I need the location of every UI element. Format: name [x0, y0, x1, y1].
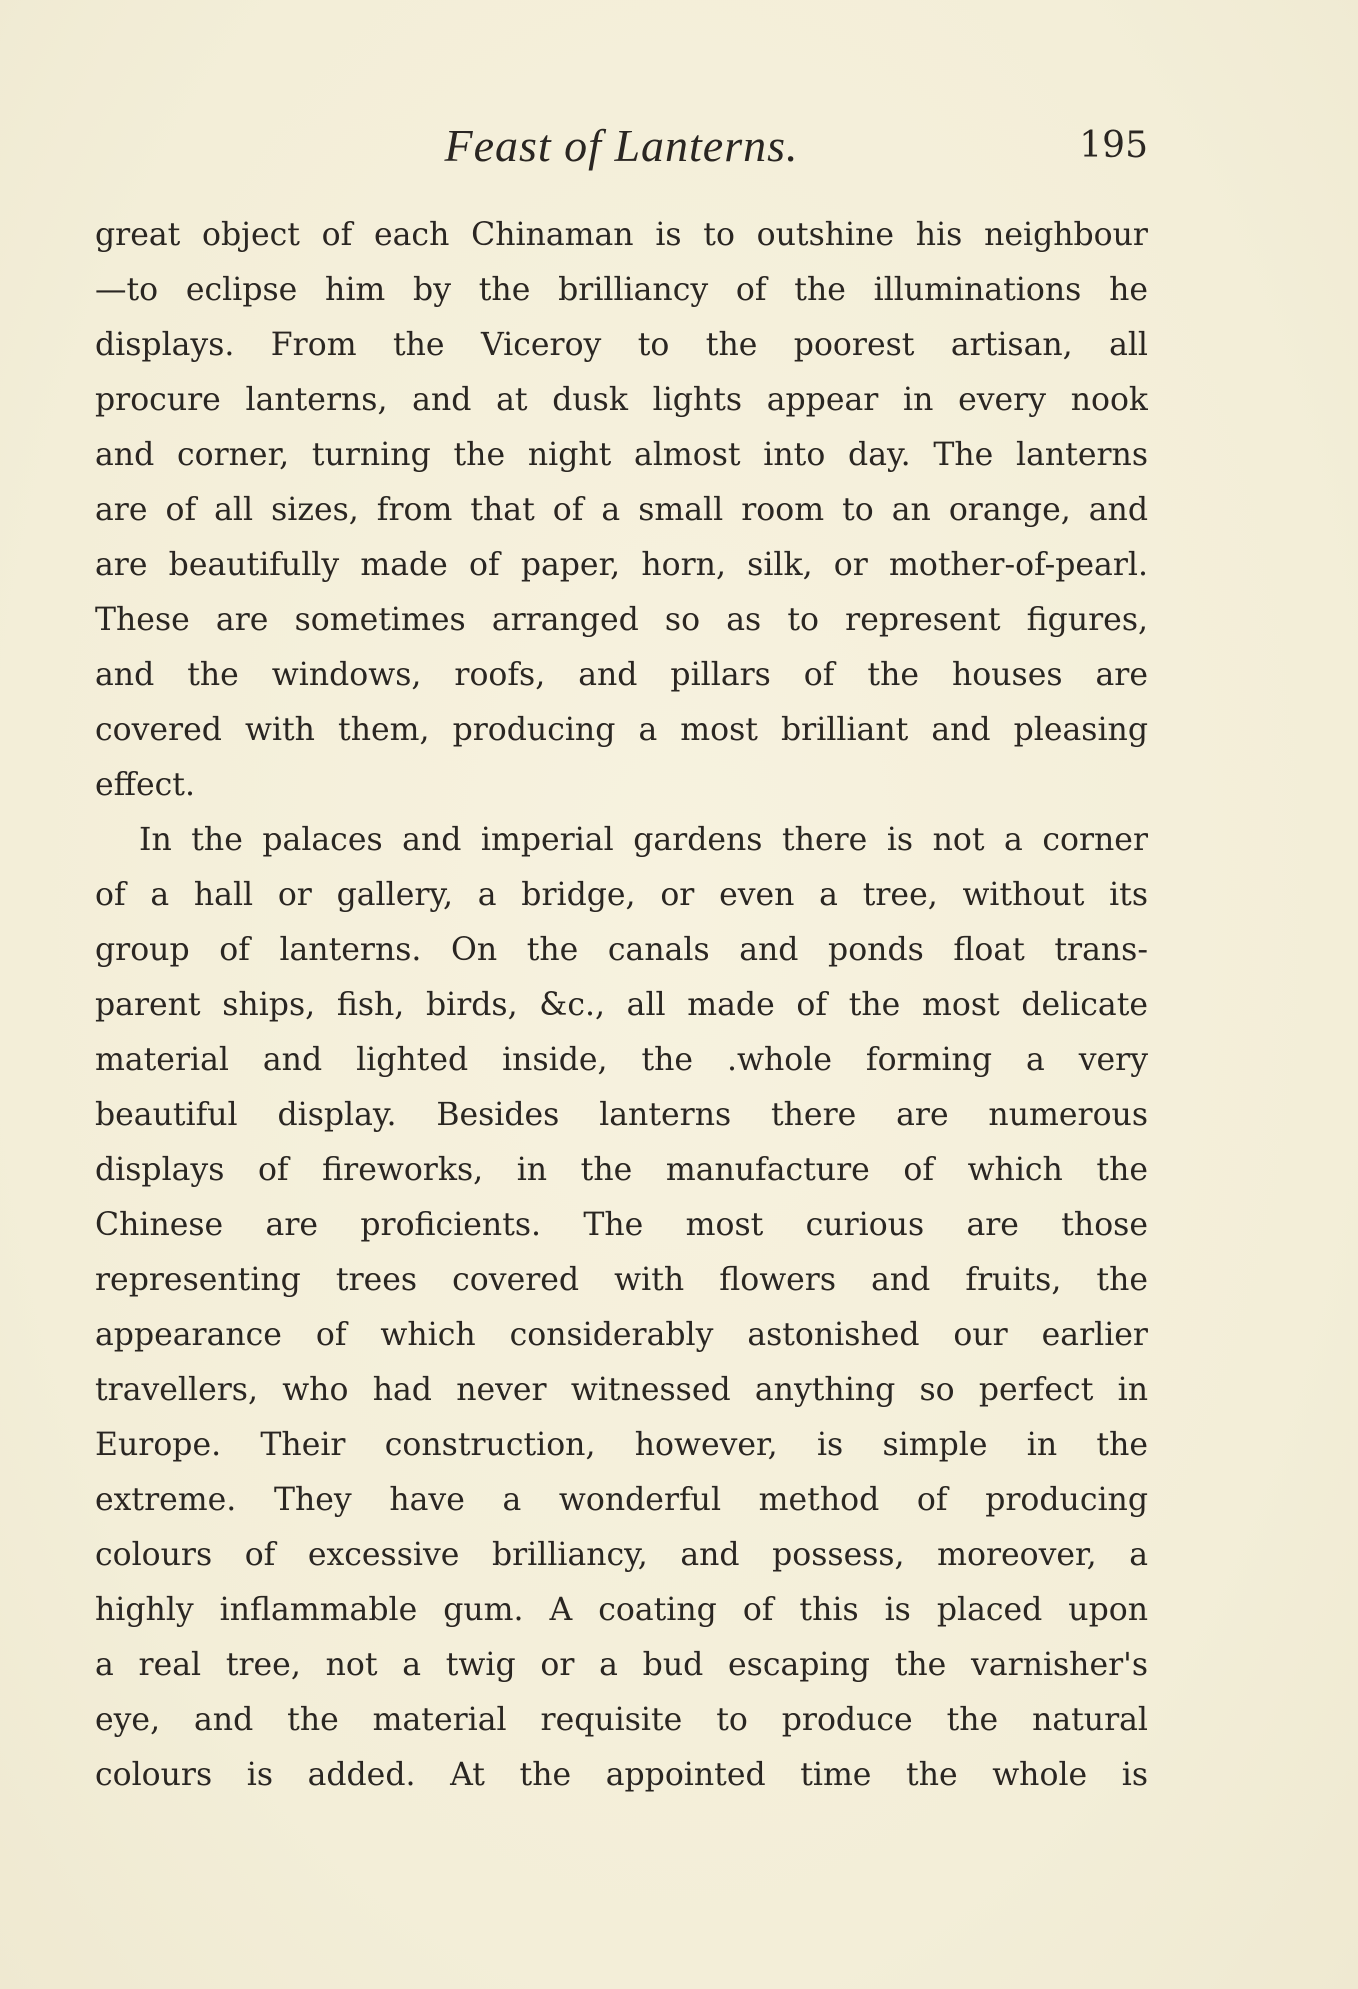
text-line: are beautifully made of paper, horn, silk, or mother-of-pearl.	[95, 547, 1148, 583]
running-title: Feast of Lanterns.	[444, 120, 799, 171]
text-line: travellers, who had never witnessed anything so perfect in	[95, 1372, 1148, 1408]
text-line: great object of each Chinaman is to outshine his neighbour	[95, 217, 1148, 253]
text-line: highly inflammable gum. A coating of this is placed upon	[95, 1592, 1148, 1628]
text-line: covered with them, producing a most brilliant and pleasing	[95, 712, 1148, 748]
text-line: a real tree, not a twig or a bud escaping the varnisher's	[95, 1647, 1148, 1683]
text-line: and the windows, roofs, and pillars of the houses are	[95, 657, 1148, 693]
text-line: displays of fireworks, in the manufacture of which the	[95, 1152, 1148, 1188]
text-line: Europe. Their construction, however, is simple in the	[95, 1427, 1148, 1463]
text-line: displays. From the Viceroy to the poorest artisan, all	[95, 327, 1148, 363]
text-line: Chinese are proficients. The most curious are those	[95, 1207, 1148, 1243]
paragraph-start-line: In the palaces and imperial gardens there is not a corner	[139, 822, 1148, 858]
text-line: extreme. They have a wonderful method of producing	[95, 1482, 1148, 1518]
text-line: representing trees covered with flowers and fruits, the	[95, 1262, 1148, 1298]
body-text	[95, 208, 1148, 1803]
paragraph-end-line: effect.	[95, 767, 195, 803]
page-number: 195	[1079, 125, 1148, 166]
text-line: —to eclipse him by the brilliancy of the illuminations he	[95, 272, 1148, 308]
text-line: appearance of which considerably astonished our earlier	[95, 1317, 1148, 1353]
running-head	[95, 118, 1148, 178]
text-line: and corner, turning the night almost into day. The lanterns	[95, 437, 1148, 473]
text-line: of a hall or gallery, a bridge, or even a tree, without its	[95, 877, 1148, 913]
text-line: material and lighted inside, the .whole forming a very	[95, 1042, 1148, 1078]
text-line: procure lanterns, and at dusk lights appear in every nook	[95, 382, 1148, 418]
text-line: colours of excessive brilliancy, and possess, moreover, a	[95, 1537, 1148, 1573]
text-line: eye, and the material requisite to produce the natural	[95, 1702, 1148, 1738]
text-line: beautiful display. Besides lanterns there are numerous	[95, 1097, 1148, 1133]
text-line: colours is added. At the appointed time the whole is	[95, 1757, 1148, 1793]
text-line: parent ships, fish, birds, &c., all made of the most delicate	[95, 987, 1148, 1023]
text-line: These are sometimes arranged so as to represent figures,	[95, 602, 1148, 638]
text-line: are of all sizes, from that of a small room to an orange, and	[95, 492, 1148, 528]
text-line: group of lanterns. On the canals and ponds float trans-	[95, 932, 1148, 968]
